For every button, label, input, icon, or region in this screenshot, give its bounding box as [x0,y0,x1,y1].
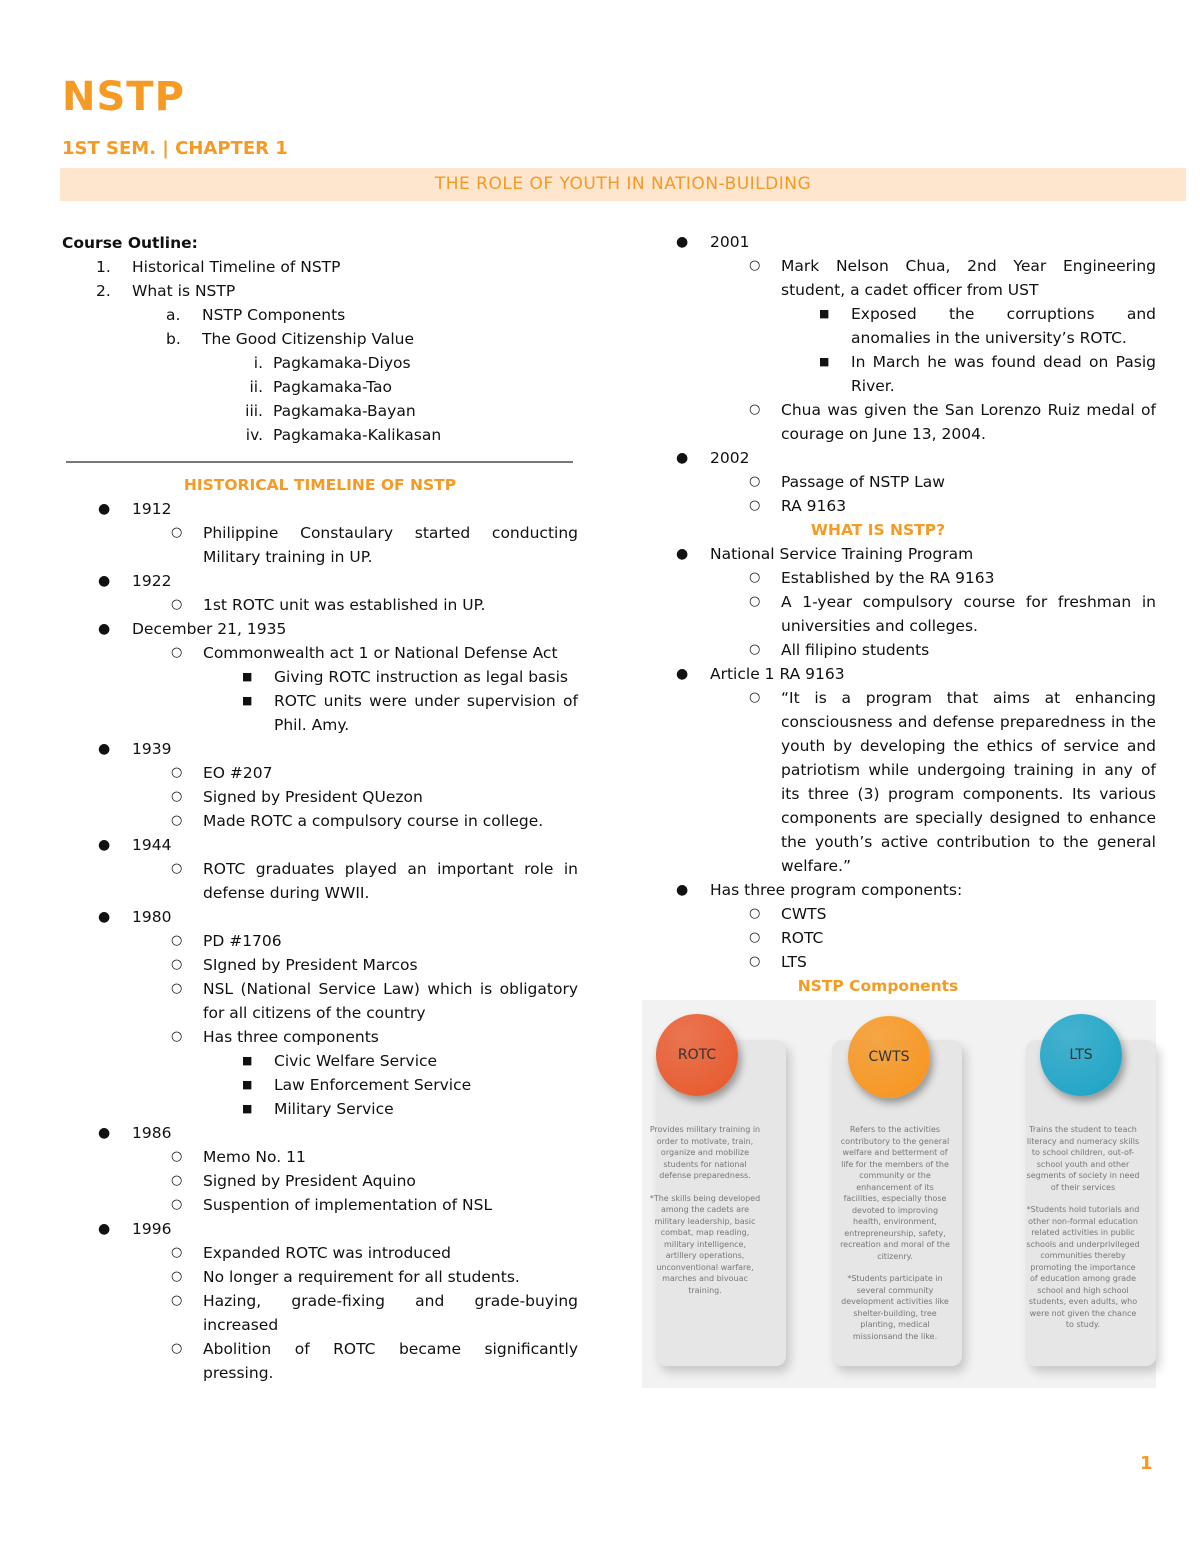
cwts-circle [848,1016,930,1098]
timeline-left-column [98,473,578,1385]
bullet-icon: ● [98,501,111,517]
list-item-text: CWTS [781,905,827,923]
lts-note-text: *Students hold tutorials and other non-formal education related activities in public schools and underprivileged communities thereby promoting the importance of education among grade school and high school students, even adults, who were not given the chance to study. [1026,1205,1140,1329]
list-item-text: Mark Nelson Chua, 2nd Year Engineering student, a cadet officer from UST [781,257,1156,299]
course-outline [62,231,572,447]
circle-bullet-icon: ○ [171,933,183,948]
circle-bullet-icon: ○ [171,597,183,612]
chapter-banner-text: THE ROLE OF YOUTH IN NATION-BUILDING [434,174,812,194]
list-item-text: 1986 [132,1124,172,1142]
list-item-text: SIgned by President Marcos [203,956,418,974]
list-item [171,1169,578,1193]
list-item [171,1145,578,1169]
list-item [171,761,578,785]
cwts-desc-text: Refers to the activities contributory to the general welfare and betterment of life for the members of the community or the enhancement of its facilities, especially those devoted to improving health, environment, entrepreneurship, safety, recreation and moral of the citizenry. [840,1125,950,1261]
outline-item [245,399,572,423]
square-bullet-icon: ■ [242,1102,253,1115]
list-item-text: Signed by President Aquino [203,1172,416,1190]
list-item [749,590,1156,638]
list-item-text: Signed by President QUezon [203,788,423,806]
list-item-text: Philippine Constaulary started conducting Military training in UP. [203,524,578,566]
list-item-text: No longer a requirement for all students. [203,1268,520,1286]
circle-bullet-icon: ○ [171,1341,183,1356]
list-item-text: RA 9163 [781,497,847,515]
circle-bullet-icon: ○ [749,474,761,489]
bullet-icon: ● [98,741,111,757]
circle-bullet-icon: ○ [749,258,761,273]
circle-bullet-icon: ○ [171,1173,183,1188]
outline-marker: i. [253,354,263,372]
list-item-text: ROTC units were under supervision of Phil. Amy. [274,692,578,734]
rotc-note-text: *The skills being developed among the cadets are military leadership, basic combat, map reading, military intelligence, artillery operations, unconventional warfare, marches and bivouac training. [649,1193,761,1295]
list-item [242,1097,578,1121]
square-bullet-icon: ■ [242,1054,253,1067]
rotc-circle [656,1014,738,1096]
list-item-text: Passage of NSTP Law [781,473,945,491]
circle-bullet-icon: ○ [171,957,183,972]
outline-text: Historical Timeline of NSTP [132,258,341,276]
list-item [171,977,578,1025]
list-item-text: Suspention of implementation of NSL [203,1196,493,1214]
circle-bullet-icon: ○ [171,1245,183,1260]
timeline-heading: HISTORICAL TIMELINE OF NSTP [183,476,457,494]
outline-item [96,279,572,303]
list-item-text: Memo No. 11 [203,1148,306,1166]
list-item [676,230,1156,254]
list-item [171,641,578,665]
list-item [98,617,578,641]
lts-circle [1040,1014,1122,1096]
list-item-text: Civic Welfare Service [274,1052,438,1070]
outline-marker: a. [166,306,181,324]
list-item [171,1337,578,1385]
circle-bullet-icon: ○ [749,402,761,417]
page-title: NSTP [62,74,185,120]
list-item-text: Established by the RA 9163 [781,569,995,587]
list-item-text: EO #207 [203,764,273,782]
outline-item [245,423,572,447]
bullet-icon: ● [98,573,111,589]
nstp-components-infographic [642,1000,1156,1388]
outline-text: Pagkamaka-Tao [273,378,393,396]
list-item [171,521,578,569]
list-item [171,1265,578,1289]
circle-bullet-icon: ○ [171,1149,183,1164]
outline-marker: ii. [249,378,263,396]
list-item [171,857,578,905]
cwts-note-text: *Students participate in several community development activities like shelter-building, tree planting, medical missionsand the like. [841,1274,949,1341]
cwts-label: CWTS [868,1049,910,1065]
circle-bullet-icon: ○ [171,645,183,660]
list-item-text: 1980 [132,908,172,926]
list-item [242,1073,578,1097]
list-item [749,494,1156,518]
list-item-text: Giving ROTC instruction as legal basis [274,668,568,686]
outline-text: What is NSTP [132,282,236,300]
lts-label: LTS [1069,1047,1093,1063]
bullet-icon: ● [676,450,689,466]
lts-description [1026,1124,1140,1331]
bullet-icon: ● [676,234,689,250]
bullet-icon: ● [98,1221,111,1237]
circle-bullet-icon: ○ [749,570,761,585]
list-item [749,902,1156,926]
list-item-text: 1939 [132,740,172,758]
outline-text: Pagkamaka-Kalikasan [273,426,442,444]
bullet-icon: ● [676,666,689,682]
list-item [171,809,578,833]
list-item-text: In March he was found dead on Pasig River. [851,353,1156,395]
right-column [676,230,1156,998]
list-item [676,542,1156,566]
list-item-text: Made ROTC a compulsory course in college. [203,812,544,830]
bullet-icon: ● [98,909,111,925]
list-item [171,1193,578,1217]
list-item-text: Chua was given the San Lorenzo Ruiz medal of courage on June 13, 2004. [781,401,1156,443]
bullet-icon: ● [676,882,689,898]
list-item [749,398,1156,446]
list-item [242,689,578,737]
list-item-text: 1944 [132,836,172,854]
rotc-description [648,1124,762,1296]
list-item [749,638,1156,662]
chapter-subtitle: 1ST SEM. | CHAPTER 1 [62,138,288,159]
page-number: 1 [1140,1453,1153,1474]
list-item-text: Expanded ROTC was introduced [203,1244,452,1262]
list-item [171,1025,578,1049]
list-item [171,1289,578,1337]
list-item-text: ROTC [781,929,824,947]
outline-item [253,351,572,375]
what-is-nstp-list [676,542,1156,974]
bullet-icon: ● [98,621,111,637]
cwts-description [838,1124,952,1342]
list-item [749,254,1156,302]
list-item-text: Military Service [274,1100,394,1118]
list-item-text: 1st ROTC unit was established in UP. [203,596,486,614]
bullet-icon: ● [98,837,111,853]
list-item-text: 1996 [132,1220,172,1238]
square-bullet-icon: ■ [242,670,253,683]
outline-text: Pagkamaka-Diyos [273,354,411,372]
section-divider [66,461,573,463]
bullet-icon: ● [676,546,689,562]
list-item [819,350,1156,398]
circle-bullet-icon: ○ [171,861,183,876]
rotc-label: ROTC [677,1047,717,1063]
list-item [98,1217,578,1241]
list-item-text: NSL (National Service Law) which is obligatory for all citizens of the country [203,980,578,1022]
square-bullet-icon: ■ [819,355,830,368]
list-item [98,569,578,593]
circle-bullet-icon: ○ [749,906,761,921]
circle-bullet-icon: ○ [171,981,183,996]
list-item [98,737,578,761]
outline-item [249,375,572,399]
square-bullet-icon: ■ [819,307,830,320]
circle-bullet-icon: ○ [749,930,761,945]
list-item [171,929,578,953]
list-item [98,497,578,521]
circle-bullet-icon: ○ [171,813,183,828]
outline-text: The Good Citizenship Value [202,330,415,348]
list-item-text: Abolition of ROTC became significantly pressing. [203,1340,578,1382]
list-item [242,665,578,689]
outline-item [166,327,572,351]
circle-bullet-icon: ○ [749,954,761,969]
list-item [98,905,578,929]
list-item-text: December 21, 1935 [132,620,287,638]
circle-bullet-icon: ○ [171,1197,183,1212]
list-item-text: Article 1 RA 9163 [710,665,845,683]
outline-item [166,303,572,327]
timeline-right-list [676,230,1156,518]
list-item [171,953,578,977]
list-item-text: 1922 [132,572,172,590]
list-item-text: Commonwealth act 1 or National Defense Act [203,644,558,662]
circle-bullet-icon: ○ [749,594,761,609]
list-item-text: A 1-year compulsory course for freshman in universities and colleges. [781,593,1156,635]
list-item [676,878,1156,902]
circle-bullet-icon: ○ [171,1029,183,1044]
course-outline-list [62,255,572,447]
chapter-banner [60,168,1186,201]
list-item-text: 2001 [710,233,750,251]
list-item-text: 2002 [710,449,750,467]
outline-marker: iv. [245,426,263,444]
circle-bullet-icon: ○ [171,525,183,540]
list-item-text: Hazing, grade-fixing and grade-buying increased [203,1292,578,1334]
list-item [676,662,1156,686]
lts-desc-text: Trains the student to teach literacy and numeracy skills to school children, out-of-school youth and other segments of society in need of their services [1026,1125,1140,1192]
circle-bullet-icon: ○ [749,642,761,657]
list-item-text: LTS [781,953,807,971]
list-item [98,833,578,857]
list-item [749,950,1156,974]
circle-bullet-icon: ○ [171,1293,183,1308]
circle-bullet-icon: ○ [171,789,183,804]
list-item [749,686,1156,878]
circle-bullet-icon: ○ [749,498,761,513]
circle-bullet-icon: ○ [171,765,183,780]
rotc-desc-text: Provides military training in order to motivate, train, organize and mobilize students for national defense preparedness. [649,1125,761,1180]
list-item-text: “It is a program that aims at enhancing consciousness and defense preparedness in the youth by developing the ethics of service and patriotism while undergoing training in any of its three (3) program components. Its various components are specially designed to enhance the youth’s active contribution to the general welfare.” [781,689,1156,875]
list-item-text: PD #1706 [203,932,282,950]
list-item [749,926,1156,950]
list-item-text: ROTC graduates played an important role in defense during WWII. [203,860,578,902]
list-item [819,302,1156,350]
list-item [171,1241,578,1265]
list-item-text: Has three components [203,1028,379,1046]
square-bullet-icon: ■ [242,1078,253,1091]
nstp-components-heading: NSTP Components [797,977,959,995]
bullet-icon: ● [98,1125,111,1141]
what-is-nstp-heading: WHAT IS NSTP? [810,521,946,539]
list-item [98,1121,578,1145]
circle-bullet-icon: ○ [749,690,761,705]
list-item [749,470,1156,494]
outline-text: Pagkamaka-Bayan [273,402,416,420]
list-item-text: Has three program components: [710,881,963,899]
list-item-text: 1912 [132,500,172,518]
list-item-text: Exposed the corruptions and anomalies in the university’s ROTC. [851,305,1156,347]
list-item-text: Law Enforcement Service [274,1076,472,1094]
outline-marker: 2. [96,282,111,300]
list-item-text: National Service Training Program [710,545,974,563]
list-item [171,593,578,617]
circle-bullet-icon: ○ [171,1269,183,1284]
outline-marker: iii. [245,402,263,420]
course-outline-heading: Course Outline: [62,234,198,252]
list-item [676,446,1156,470]
list-item [242,1049,578,1073]
list-item [171,785,578,809]
outline-marker: b. [166,330,181,348]
list-item-text: All filipino students [781,641,930,659]
timeline-left-list [98,497,578,1385]
outline-item [96,255,572,279]
list-item [749,566,1156,590]
outline-marker: 1. [96,258,111,276]
outline-text: NSTP Components [202,306,346,324]
square-bullet-icon: ■ [242,694,253,707]
